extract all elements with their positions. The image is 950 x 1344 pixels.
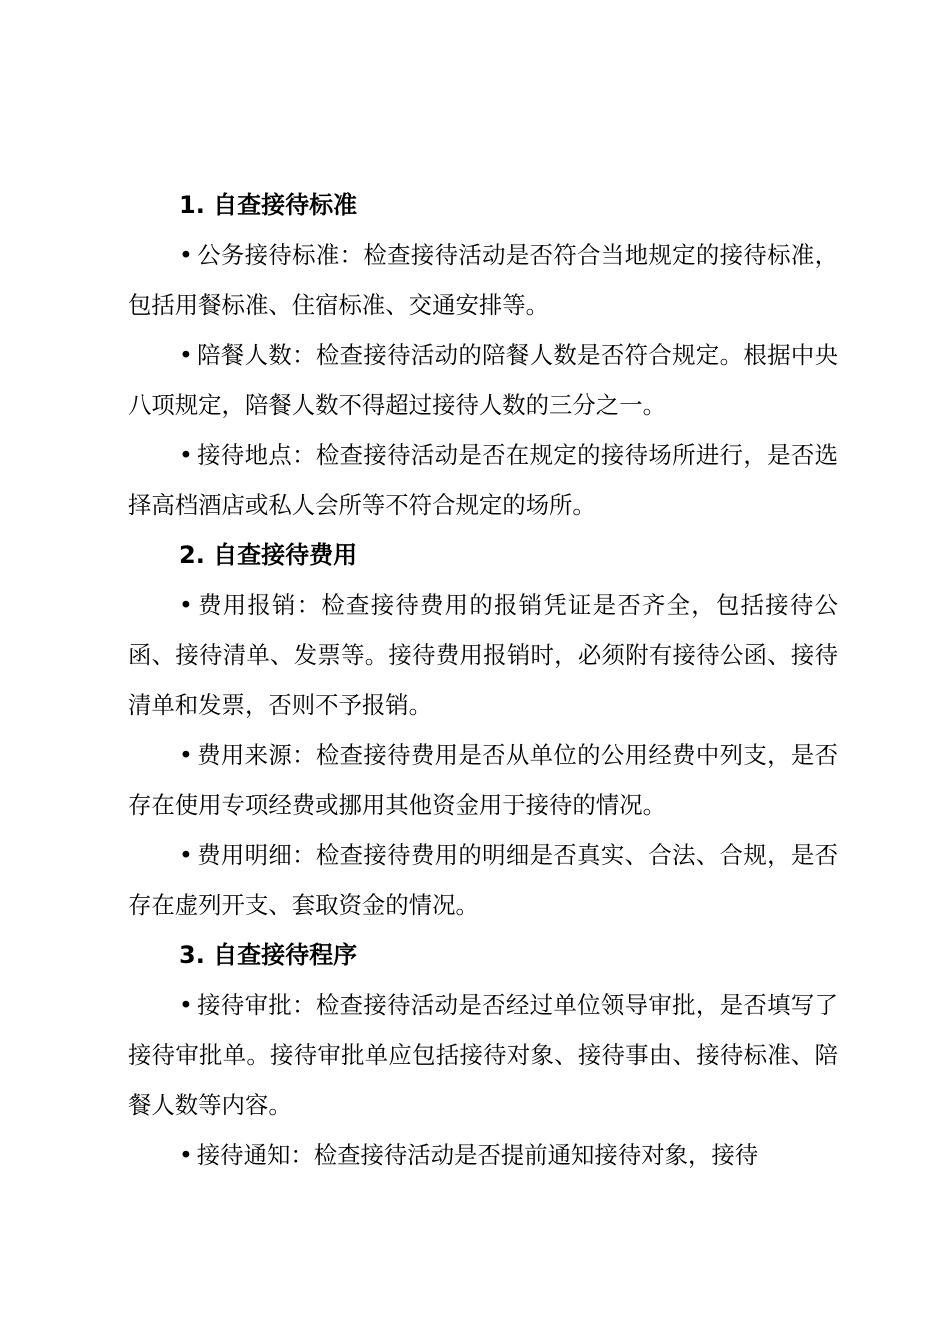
bullet-icon: • (179, 591, 193, 619)
paragraph-text: 费用报销：检查接待费用的报销凭证是否齐全，包括接待公函、接待清单、发票等。接待费用报销时，必须附有接待公函、接待清单和发票，否则不予报销。 (128, 591, 838, 719)
paragraph-text: 公务接待标准：检查接待活动是否符合当地规定的接待标准，包括用餐标准、住宿标准、交通安排等。 (128, 241, 838, 319)
section-heading: 3. 自查接待程序 (179, 941, 358, 969)
bullet-icon: • (179, 241, 193, 269)
bullet-paragraph (128, 980, 838, 1130)
bullet-icon: • (179, 341, 193, 369)
paragraph-text: 接待地点：检查接待活动是否在规定的接待场所进行，是否选择高档酒店或私人会所等不符合规定的场所。 (128, 441, 838, 519)
paragraph-text: 陪餐人数：检查接待活动的陪餐人数是否符合规定。根据中央八项规定，陪餐人数不得超过接待人数的三分之一。 (128, 341, 838, 419)
paragraph-text: 费用明细：检查接待费用的明细是否真实、合法、合规，是否存在虚列开支、套取资金的情况。 (128, 841, 838, 919)
section-reception-standards (128, 180, 838, 530)
section-reception-procedures (128, 930, 838, 1180)
paragraph-text: 接待通知：检查接待活动是否提前通知接待对象，接待 (196, 1141, 759, 1169)
bullet-paragraph (128, 580, 838, 730)
bullet-paragraph (128, 330, 838, 430)
bullet-icon: • (179, 441, 193, 469)
bullet-paragraph (128, 730, 838, 830)
paragraph-text: 接待审批：检查接待活动是否经过单位领导审批，是否填写了接待审批单。接待审批单应包括接待对象、接待事由、接待标准、陪餐人数等内容。 (128, 991, 838, 1119)
bullet-icon: • (179, 1141, 193, 1169)
section-reception-expenses (128, 530, 838, 930)
section-heading: 2. 自查接待费用 (179, 541, 358, 569)
bullet-icon: • (179, 991, 193, 1019)
bullet-paragraph (128, 230, 838, 330)
section-heading: 1. 自查接待标准 (179, 191, 358, 219)
document-body (128, 180, 838, 1180)
bullet-paragraph (128, 1130, 838, 1180)
bullet-paragraph (128, 830, 838, 930)
paragraph-text: 费用来源：检查接待费用是否从单位的公用经费中列支，是否存在使用专项经费或挪用其他资金用于接待的情况。 (128, 741, 838, 819)
bullet-icon: • (179, 741, 193, 769)
bullet-paragraph (128, 430, 838, 530)
bullet-icon: • (179, 841, 193, 869)
